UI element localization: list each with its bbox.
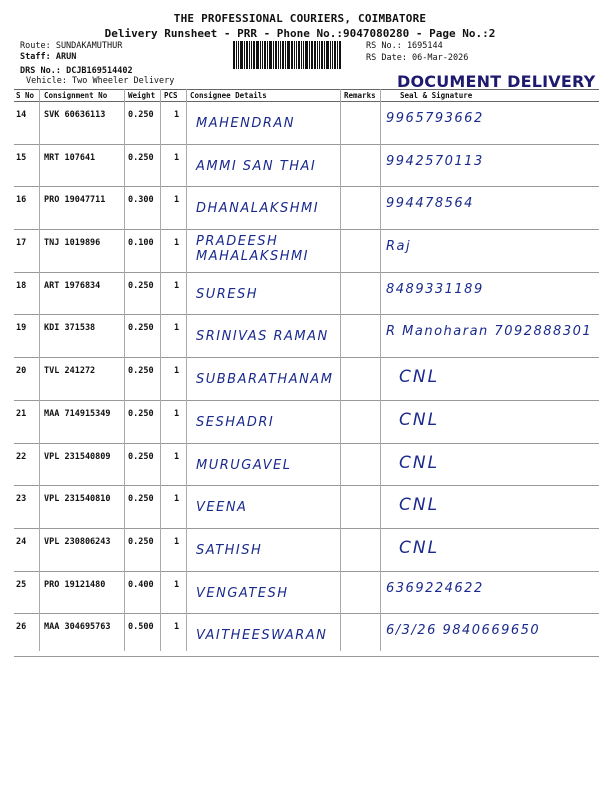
table-row [14, 102, 599, 145]
barcode-bar [275, 41, 277, 69]
handwritten-consignee-name: SATHISH [196, 542, 263, 558]
barcode-bar [337, 41, 338, 69]
cell-sno: 25 [16, 579, 27, 590]
cell-sno: 19 [16, 323, 27, 334]
cell-consignment: SVK 60636113 [44, 110, 106, 120]
handwritten-consignee-name: SURESH [196, 286, 259, 302]
table-row [14, 444, 599, 487]
cell-sno: 26 [16, 622, 27, 633]
column-divider [380, 89, 381, 651]
cell-sno: 14 [16, 110, 27, 120]
cell-pcs: 1 [174, 579, 180, 590]
cell-consignment: TVL 241272 [44, 366, 96, 377]
barcode-bar [253, 41, 255, 69]
barcode-bar [282, 41, 284, 69]
column-divider [160, 89, 161, 651]
barcode-bar [246, 41, 248, 69]
table-row [14, 230, 599, 273]
barcode-bar [251, 41, 252, 69]
barcode-bar [319, 41, 320, 69]
barcode-bar [287, 41, 290, 69]
handwritten-signature: CNL [399, 452, 440, 473]
barcode-bar [278, 41, 279, 69]
staff-line [20, 52, 76, 62]
cell-pcs: 1 [174, 408, 180, 419]
handwritten-consignee-name: PRADEESH MAHALAKSHMI [196, 234, 310, 265]
barcode-bar [311, 41, 313, 69]
handwritten-consignee-name: SESHADRI [196, 414, 275, 430]
cell-pcs: 1 [174, 280, 180, 291]
barcode-bar [334, 41, 336, 69]
cell-pcs: 1 [174, 238, 180, 249]
cell-sno: 21 [16, 408, 27, 419]
cell-consignment: ART 1976834 [44, 280, 101, 291]
drs-line [20, 66, 133, 76]
table-row [14, 358, 599, 401]
barcode-bar [238, 41, 239, 69]
cell-weight: 0.500 [128, 622, 154, 633]
cell-consignment: VPL 230806243 [44, 536, 111, 547]
cell-consignment: TNJ 1019896 [44, 238, 101, 249]
barcode-bar [280, 41, 281, 69]
barcode-bar [273, 41, 274, 69]
table-row [14, 315, 599, 358]
barcode-image [233, 41, 363, 69]
col-header-consignee: Consignee Details [190, 91, 267, 100]
table-row [14, 401, 599, 444]
barcode-bar [291, 41, 293, 69]
handwritten-consignee-name: AMMI SAN THAI [196, 158, 317, 174]
col-header-weight: Weight [128, 91, 156, 100]
table-row [14, 486, 599, 529]
barcode-bar [301, 41, 302, 69]
cell-sno: 15 [16, 152, 27, 163]
column-divider [39, 89, 40, 651]
cell-weight: 0.250 [128, 366, 154, 377]
col-header-pcs: PCS [164, 91, 178, 100]
barcode-bar [294, 41, 295, 69]
handwritten-consignee-name: MAHENDRAN [196, 116, 295, 131]
drs-label: DRS No.: [20, 66, 61, 76]
table-body [14, 102, 599, 657]
cell-weight: 0.250 [128, 152, 154, 163]
col-header-signature: Seal & Signature [400, 91, 473, 100]
barcode-bar [298, 41, 300, 69]
cell-consignment: KDI 371538 [44, 323, 96, 334]
handwritten-signature: Raj [386, 239, 412, 255]
handwritten-signature: CNL [399, 409, 440, 430]
rs-date-text: RS Date: 06-Mar-2026 [366, 53, 469, 63]
cell-consignment: MRT 107641 [44, 152, 96, 163]
barcode-bar [244, 41, 245, 69]
handwritten-signature: 994478564 [386, 196, 474, 212]
barcode-bar [264, 41, 266, 69]
cell-consignment: PRO 19047711 [44, 195, 106, 206]
column-divider [186, 89, 187, 651]
barcode-bar [269, 41, 272, 69]
handwritten-consignee-name: VENGATESH [196, 585, 289, 601]
staff-label: Staff: [20, 52, 51, 62]
cell-pcs: 1 [174, 536, 180, 547]
drs-value: DCJB169514402 [66, 66, 133, 76]
cell-consignment: VPL 231540809 [44, 451, 111, 462]
barcode-bar [285, 41, 286, 69]
handwritten-signature: 6369224622 [386, 580, 484, 596]
column-divider [124, 89, 125, 651]
cell-pcs: 1 [174, 622, 180, 633]
cell-pcs: 1 [174, 152, 180, 163]
barcode-bar [309, 41, 310, 69]
table-row [14, 145, 599, 188]
cell-weight: 0.250 [128, 280, 154, 291]
cell-consignment: MAA 714915349 [44, 408, 111, 419]
barcode-bar [317, 41, 318, 69]
handwritten-consignee-name: DHANALAKSHMI [196, 201, 320, 217]
barcode-bar [321, 41, 323, 69]
handwritten-consignee-name: MURUGAVEL [196, 457, 292, 473]
handwritten-signature: 9965793662 [386, 111, 484, 126]
cell-pcs: 1 [174, 323, 180, 334]
cell-consignment: MAA 304695763 [44, 622, 111, 633]
cell-sno: 22 [16, 451, 27, 462]
barcode-bar [314, 41, 316, 69]
cell-consignment: VPL 231540810 [44, 494, 111, 505]
barcode-bar [326, 41, 329, 69]
route-text: Route: SUNDAKAMUTHUR [20, 41, 123, 51]
cell-pcs: 1 [174, 366, 180, 377]
barcode-bar [332, 41, 333, 69]
table-row [14, 572, 599, 615]
table-row [14, 614, 599, 657]
barcode-bar [240, 41, 243, 69]
cell-sno: 20 [16, 366, 27, 377]
barcode-bar [262, 41, 263, 69]
barcode-bar [256, 41, 259, 69]
barcode-bar [305, 41, 308, 69]
barcode-bar [233, 41, 235, 69]
table-row [14, 273, 599, 316]
handwritten-consignee-name: SUBBARATHANAM [196, 372, 334, 388]
cell-pcs: 1 [174, 195, 180, 206]
barcode-bar [339, 41, 341, 69]
cell-consignment: PRO 19121480 [44, 579, 106, 590]
handwritten-signature: CNL [399, 495, 440, 516]
staff-value: ARUN [55, 52, 77, 62]
cell-weight: 0.400 [128, 579, 154, 590]
table-row [14, 187, 599, 230]
column-divider [340, 89, 341, 651]
cell-pcs: 1 [174, 451, 180, 462]
cell-weight: 0.100 [128, 238, 154, 249]
cell-weight: 0.250 [128, 494, 154, 505]
handwritten-signature: 6/3/26 9840669650 [386, 623, 541, 639]
col-header-consignment: Consignment No [44, 91, 108, 100]
barcode-bar [260, 41, 261, 69]
barcode-bar [324, 41, 325, 69]
cell-weight: 0.250 [128, 408, 154, 419]
company-title: THE PROFESSIONAL COURIERS, COIMBATORE [173, 12, 427, 25]
col-header-remarks: Remarks [344, 91, 376, 100]
barcode-bar [330, 41, 331, 69]
cell-pcs: 1 [174, 110, 180, 120]
barcode-bar [236, 41, 237, 69]
cell-weight: 0.300 [128, 195, 154, 206]
cell-sno: 23 [16, 494, 27, 505]
handwritten-signature: CNL [399, 367, 440, 388]
handwritten-signature: R Manoharan 7092888301 [386, 324, 593, 340]
cell-pcs: 1 [174, 494, 180, 505]
cell-weight: 0.250 [128, 110, 154, 120]
handwritten-consignee-name: VEENA [196, 500, 248, 516]
cell-weight: 0.250 [128, 323, 154, 334]
cell-sno: 17 [16, 238, 27, 249]
barcode-bar [296, 41, 297, 69]
cell-sno: 16 [16, 195, 27, 206]
table-row [14, 529, 599, 572]
barcode-bar [267, 41, 268, 69]
document-delivery-banner: DOCUMENT DELIVERY [397, 72, 596, 91]
runsheet-subtitle: Delivery Runsheet - PRR - Phone No.:9047080280 - Page No.:2 [104, 27, 496, 40]
vehicle-text: Vehicle: Two Wheeler Delivery [26, 76, 175, 86]
handwritten-consignee-name: SRINIVAS RAMAN [196, 329, 329, 345]
col-header-sno: S No [16, 91, 35, 100]
cell-sno: 24 [16, 536, 27, 547]
table-header [14, 89, 599, 102]
cell-weight: 0.250 [128, 451, 154, 462]
handwritten-signature: 9942570113 [386, 153, 484, 169]
rs-no-text: RS No.: 1695144 [366, 41, 443, 51]
handwritten-consignee-name: VAITHEESWARAN [196, 628, 328, 644]
cell-weight: 0.250 [128, 536, 154, 547]
barcode-bar [249, 41, 250, 69]
handwritten-signature: 8489331189 [386, 281, 484, 297]
handwritten-signature: CNL [399, 537, 440, 558]
runsheet-table [14, 89, 599, 657]
barcode-bar [303, 41, 304, 69]
cell-sno: 18 [16, 280, 27, 291]
